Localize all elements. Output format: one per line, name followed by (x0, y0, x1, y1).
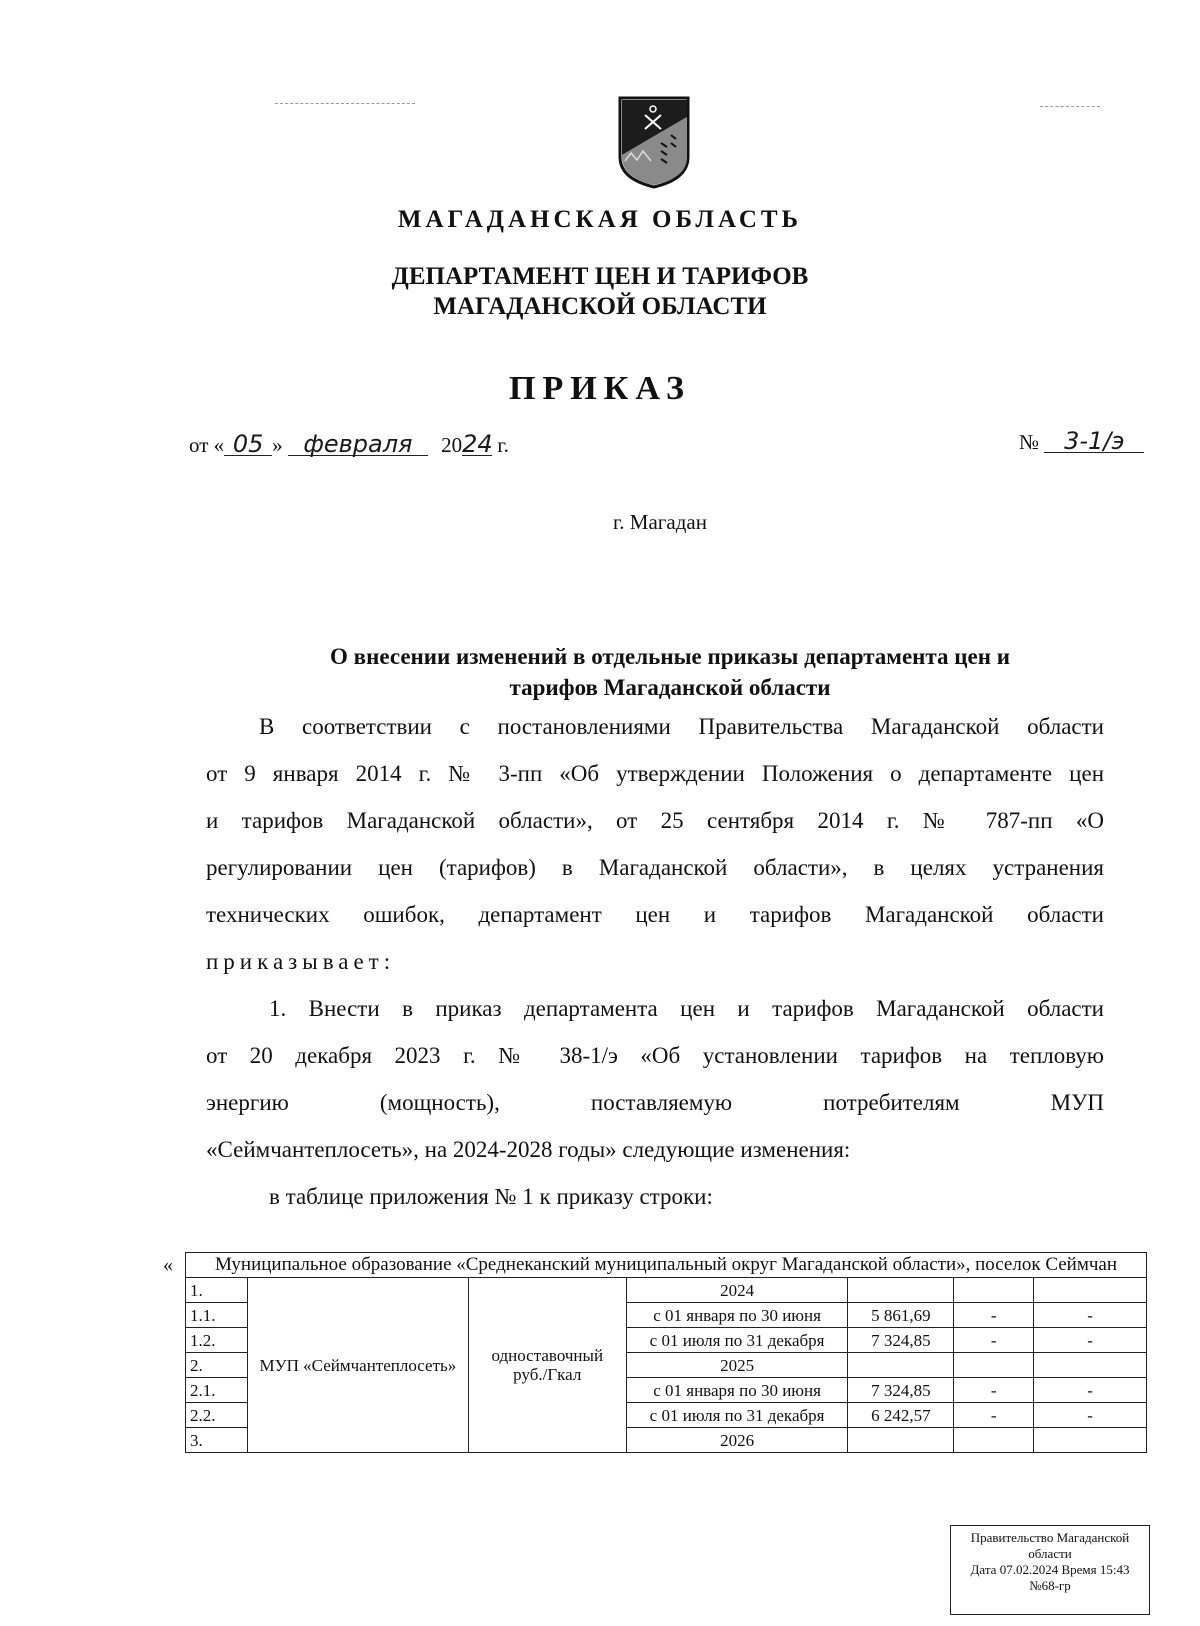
body-line: в таблице приложения № 1 к приказу строки: (269, 1184, 713, 1209)
registration-stamp (950, 1525, 1150, 1615)
body-line: технических ошибок, департамент цен и тарифов Магаданской области (206, 902, 1104, 927)
value-cell: 7 324,85 (848, 1378, 954, 1403)
empty-value-cell: - (1034, 1328, 1147, 1353)
body-line: регулировании цен (тарифов) в Магаданской области», в целях устранения (206, 855, 1104, 880)
body-line: 1. Внести в приказ департамента цен и тарифов Магаданской области (269, 996, 1104, 1021)
date-year-prefix: 20 (441, 433, 463, 457)
stamp-line: Дата 07.02.2024 Время 15:43 (970, 1562, 1130, 1577)
body-line: приказывает: (206, 949, 396, 974)
body-line: энергию (мощность), поставляемую потребителям МУП (206, 1090, 1104, 1115)
stamp-line: области (1028, 1546, 1072, 1561)
magadan-coat-of-arms-icon (617, 95, 691, 189)
order-date (189, 430, 509, 458)
date-year-end: г. (497, 433, 509, 457)
period-cell: с 01 января по 30 июня (626, 1303, 848, 1328)
body-text (206, 703, 1104, 1220)
year-cell: 2026 (626, 1428, 848, 1453)
order-subject (200, 641, 1140, 703)
region-heading: МАГАДАНСКАЯ ОБЛАСТЬ (397, 206, 803, 233)
body-line: «Сеймчантеплосеть», на 2024-2028 годы» следующие изменения: (206, 1137, 851, 1162)
period-cell: с 01 июля по 31 декабря (626, 1403, 848, 1428)
city: г. Магадан (613, 510, 707, 534)
scan-artifact (1040, 106, 1100, 107)
table-heading: Муниципальное образование «Среднеканский муниципальный округ Магаданской области», поселок Сеймчан (186, 1253, 1147, 1278)
stamp-line: №68-гр (1029, 1578, 1071, 1593)
number-value: 3-1/э (1044, 430, 1144, 453)
row-number: 1. (186, 1278, 248, 1303)
date-mid: » (272, 433, 283, 457)
organization-cell: МУП «Сеймчантеплосеть» (247, 1278, 468, 1453)
body-line: от 20 декабря 2023 г. № 38-1/э «Об установлении тарифов на тепловую (206, 1043, 1104, 1068)
period-cell: с 01 июля по 31 декабря (626, 1328, 848, 1353)
empty-value-cell: - (954, 1303, 1034, 1328)
date-month: февраля (288, 433, 428, 456)
period-cell: с 01 января по 30 июня (626, 1378, 848, 1403)
subject-line: О внесении изменений в отдельные приказы департамента цен и (330, 644, 1010, 669)
row-number: 1.1. (186, 1303, 248, 1328)
scan-artifact (275, 103, 415, 104)
order-number (1019, 427, 1144, 455)
empty-value-cell: - (1034, 1303, 1147, 1328)
year-cell: 2025 (626, 1353, 848, 1378)
department-line: МАГАДАНСКОЙ ОБЛАСТИ (433, 293, 767, 320)
empty-value-cell: - (1034, 1378, 1147, 1403)
value-cell: 7 324,85 (848, 1328, 954, 1353)
row-number: 2.2. (186, 1403, 248, 1428)
document-title: ПРИКАЗ (509, 370, 691, 407)
empty-value-cell: - (954, 1328, 1034, 1353)
stamp-line: Правительство Магаданской (970, 1530, 1130, 1545)
value-cell: 6 242,57 (848, 1403, 954, 1428)
department-line: ДЕПАРТАМЕНТ ЦЕН И ТАРИФОВ (391, 263, 809, 290)
row-number: 2. (186, 1353, 248, 1378)
body-line: от 9 января 2014 г. № 3-пп «Об утверждении Положения о департаменте цен (206, 761, 1104, 786)
empty-value-cell: - (954, 1378, 1034, 1403)
department-heading (0, 262, 1200, 322)
tariff-type-cell: одноставочный руб./Гкал (468, 1278, 626, 1453)
open-quote: « (163, 1254, 173, 1276)
date-prefix: от « (189, 433, 225, 457)
tariff-table (185, 1252, 1147, 1453)
subject-line: тарифов Магаданской области (509, 675, 831, 700)
empty-value-cell: - (1034, 1403, 1147, 1428)
date-day: 05 (224, 433, 272, 456)
number-label: № (1019, 430, 1040, 454)
row-number: 1.2. (186, 1328, 248, 1353)
table-row (186, 1278, 1147, 1303)
body-line: В соответствии с постановлениями Правительства Магаданской области (259, 714, 1104, 739)
row-number: 2.1. (186, 1378, 248, 1403)
row-number: 3. (186, 1428, 248, 1453)
value-cell: 5 861,69 (848, 1303, 954, 1328)
body-line: и тарифов Магаданской области», от 25 сентября 2014 г. № 787-пп «О (206, 808, 1104, 833)
empty-value-cell: - (954, 1403, 1034, 1428)
year-cell: 2024 (626, 1278, 848, 1303)
date-year-suffix: 24 (462, 430, 493, 458)
